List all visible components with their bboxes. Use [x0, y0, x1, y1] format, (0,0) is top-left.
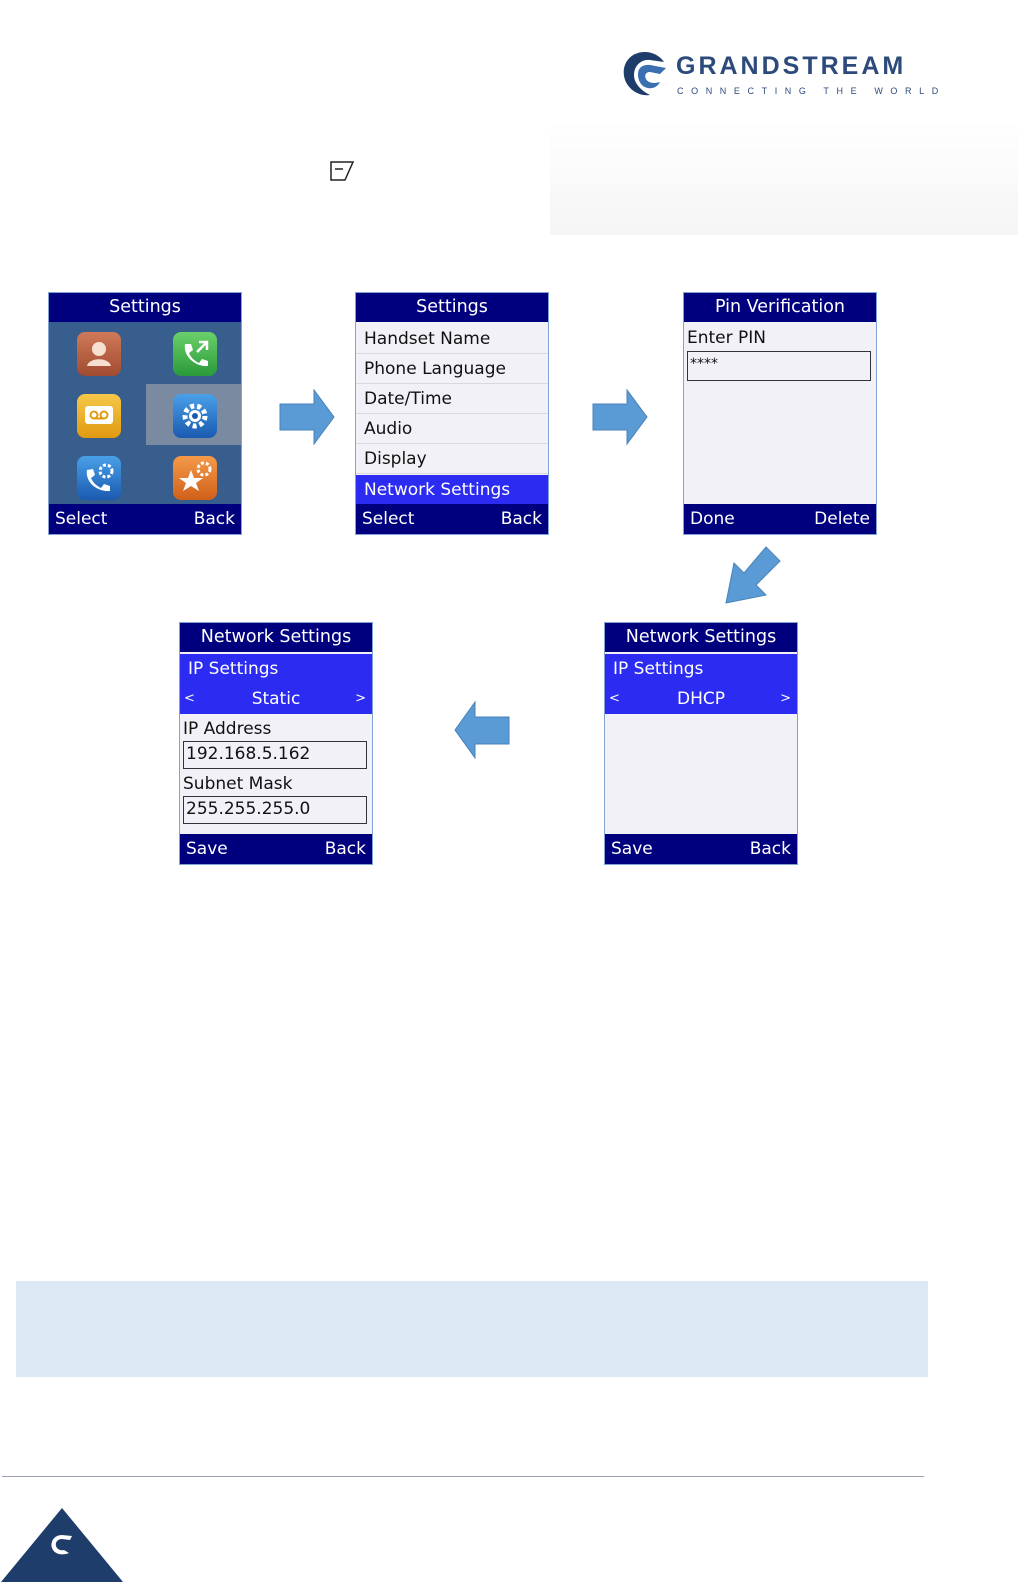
pin-input[interactable]: **** [687, 351, 871, 381]
prev-option-icon[interactable]: < [184, 691, 195, 706]
prev-option-icon[interactable]: < [609, 691, 620, 706]
back-softkey[interactable]: Back [324, 839, 366, 859]
screen-pin-verification [683, 292, 877, 535]
phone-settings-icon[interactable] [77, 456, 121, 500]
arrow-right-icon [591, 388, 649, 446]
footer-divider [2, 1476, 924, 1477]
note-box [16, 1281, 928, 1377]
screen-title: Network Settings [180, 623, 372, 652]
screen-network-dhcp [604, 622, 798, 865]
done-softkey[interactable]: Done [690, 509, 735, 529]
ip-mode-selector[interactable] [605, 684, 797, 714]
ip-address-label: IP Address [183, 719, 272, 739]
screen-title: Settings [49, 293, 241, 322]
brand-name: GRANDSTREAM [676, 52, 907, 80]
softkey-bar [180, 834, 372, 864]
back-softkey[interactable]: Back [193, 509, 235, 529]
screen-title: Settings [356, 293, 548, 322]
ip-settings-header: IP Settings [180, 654, 372, 684]
ip-settings-header: IP Settings [605, 654, 797, 684]
softkey-bar [356, 504, 548, 534]
next-option-icon[interactable]: > [780, 691, 791, 706]
select-softkey[interactable]: Select [55, 509, 108, 529]
softkey-icon [329, 160, 355, 182]
ip-mode-value: Static [251, 689, 301, 709]
screen-title: Network Settings [605, 623, 797, 652]
subnet-mask-label: Subnet Mask [183, 774, 293, 794]
menu-item-phone-language[interactable]: Phone Language [356, 354, 548, 384]
screen-main-menu [48, 292, 242, 535]
features-icon[interactable] [173, 456, 217, 500]
delete-softkey[interactable]: Delete [814, 509, 870, 529]
ip-mode-selector[interactable] [180, 684, 372, 714]
shade-decoration [550, 120, 1018, 235]
footer-logo-icon [0, 1505, 125, 1582]
subnet-mask-input[interactable]: 255.255.255.0 [183, 796, 367, 824]
softkey-bar [49, 504, 241, 534]
arrow-down-left-icon [720, 545, 784, 609]
softkey-bar [684, 504, 876, 534]
contacts-icon[interactable] [77, 332, 121, 376]
screen-title: Pin Verification [684, 293, 876, 322]
menu-item-network-settings[interactable]: Network Settings [356, 475, 548, 505]
next-option-icon[interactable]: > [355, 691, 366, 706]
voicemail-icon[interactable] [77, 394, 121, 438]
softkey-bar [605, 834, 797, 864]
ip-mode-value: DHCP [677, 689, 725, 709]
select-softkey[interactable]: Select [362, 509, 415, 529]
menu-item-handset-name[interactable]: Handset Name [356, 324, 548, 354]
settings-gear-icon[interactable] [173, 394, 217, 438]
call-history-icon[interactable] [173, 332, 217, 376]
grandstream-logo-icon [620, 50, 670, 98]
arrow-right-icon [278, 388, 336, 446]
ip-address-input[interactable]: 192.168.5.162 [183, 741, 367, 769]
menu-item-display[interactable]: Display [356, 444, 548, 474]
icon-grid [49, 322, 241, 506]
pin-label: Enter PIN [687, 328, 767, 348]
back-softkey[interactable]: Back [500, 509, 542, 529]
back-softkey[interactable]: Back [749, 839, 791, 859]
menu-item-audio[interactable]: Audio [356, 414, 548, 444]
screen-network-static [179, 622, 373, 865]
screen-settings-list [355, 292, 549, 535]
menu-item-date-time[interactable]: Date/Time [356, 384, 548, 414]
save-softkey[interactable]: Save [186, 839, 228, 859]
arrow-left-icon [453, 700, 511, 760]
save-softkey[interactable]: Save [611, 839, 653, 859]
brand-tagline: CONNECTING THE WORLD [677, 86, 946, 96]
